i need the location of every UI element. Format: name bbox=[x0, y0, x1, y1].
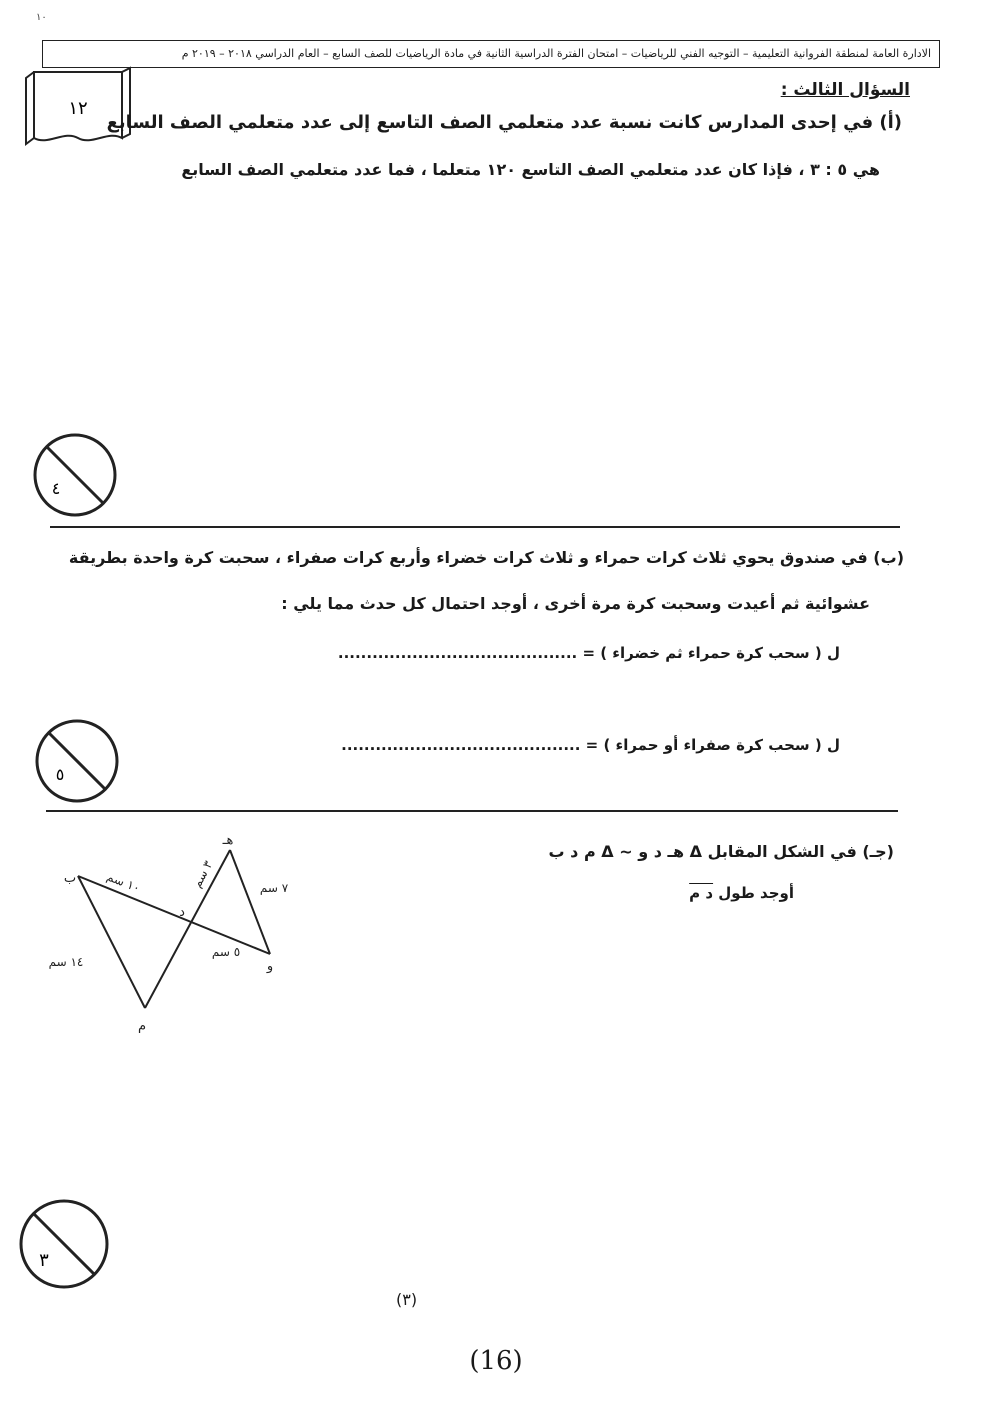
part-a-line-2: هي ٥ : ٣ ، فإذا كان عدد متعلمي الصف التاسع ١٢٠ متعلما ، فما عدد متعلمي الصف السابع bbox=[181, 160, 880, 179]
label-bm: ١٤ سم bbox=[48, 955, 84, 969]
vertex-h: هـ bbox=[222, 833, 234, 848]
vertex-d: د bbox=[179, 905, 185, 920]
part-c-score: ٣ bbox=[39, 1250, 49, 1271]
total-score-flag bbox=[22, 64, 134, 152]
part-a-score-circle bbox=[30, 430, 120, 520]
total-score-text: ١٢ bbox=[68, 98, 88, 119]
label-hw: ٧ سم bbox=[259, 881, 289, 895]
vertex-m: م bbox=[137, 1019, 147, 1034]
vertex-b: ب bbox=[63, 871, 77, 886]
part-b-score-circle bbox=[32, 716, 122, 806]
part-b-line-2: عشوائية ثم أعيدت وسحبت كرة مرة أخرى ، أوجد احتمال كل حدث مما يلي : bbox=[281, 594, 870, 613]
label-hd: ٣ سم bbox=[189, 858, 216, 890]
segment-dm: د م bbox=[689, 884, 714, 902]
part-a-score: ٤ bbox=[51, 479, 61, 498]
page-number: (16) bbox=[469, 1346, 523, 1376]
page-number-arabic: (٣) bbox=[396, 1290, 418, 1309]
part-b-line-1: (ب) في صندوق يحوي ثلاث كرات حمراء و ثلاث كرات خضراء وأربع كرات صفراء ، سحبت كرة واحدة بطريقة bbox=[68, 548, 904, 567]
part-c-line-2 bbox=[689, 884, 794, 902]
geometry-figure bbox=[30, 830, 320, 1050]
part-c-line-1: (جـ) في الشكل المقابل Δ هـ د و ~ Δ م د ب bbox=[548, 842, 894, 861]
divider-a-b bbox=[50, 526, 900, 528]
part-a-line-1: (أ) في إحدى المدارس كانت نسبة عدد متعلمي الصف التاسع إلى عدد متعلمي الصف السابع bbox=[106, 112, 902, 133]
segment-b-m bbox=[78, 876, 145, 1008]
part-b-item-2: ل ( سحب كرة صفراء أو حمراء ) = .......................................... bbox=[341, 736, 840, 754]
question-title: السؤال الثالث : bbox=[780, 80, 910, 100]
exam-header: الادارة العامة لمنطقة الفروانية التعليمية – التوجيه الفني للرياضيات – امتحان الفترة الدراسية الثانية في مادة الرياضيات للصف السابع – العام الدراسي ٢٠١٨ – ٢٠١٩ م bbox=[42, 40, 940, 68]
vertex-w: و bbox=[266, 959, 274, 974]
part-b-item-1: ل ( سحب كرة حمراء ثم خضراء ) = .......................................... bbox=[337, 644, 840, 662]
label-bd: ١٠ سم bbox=[104, 869, 143, 896]
segment-h-w bbox=[230, 850, 270, 954]
part-b-score: ٥ bbox=[55, 765, 65, 784]
divider-b-c bbox=[46, 810, 898, 812]
segment-m-h bbox=[145, 850, 230, 1008]
segment-b-w bbox=[78, 876, 270, 954]
corner-mark: ١٠ bbox=[36, 12, 47, 23]
part-c-score-circle bbox=[16, 1196, 112, 1292]
label-dw: ٥ سم bbox=[211, 945, 241, 959]
part-c-line-2-prefix: أوجد طول bbox=[713, 884, 794, 902]
